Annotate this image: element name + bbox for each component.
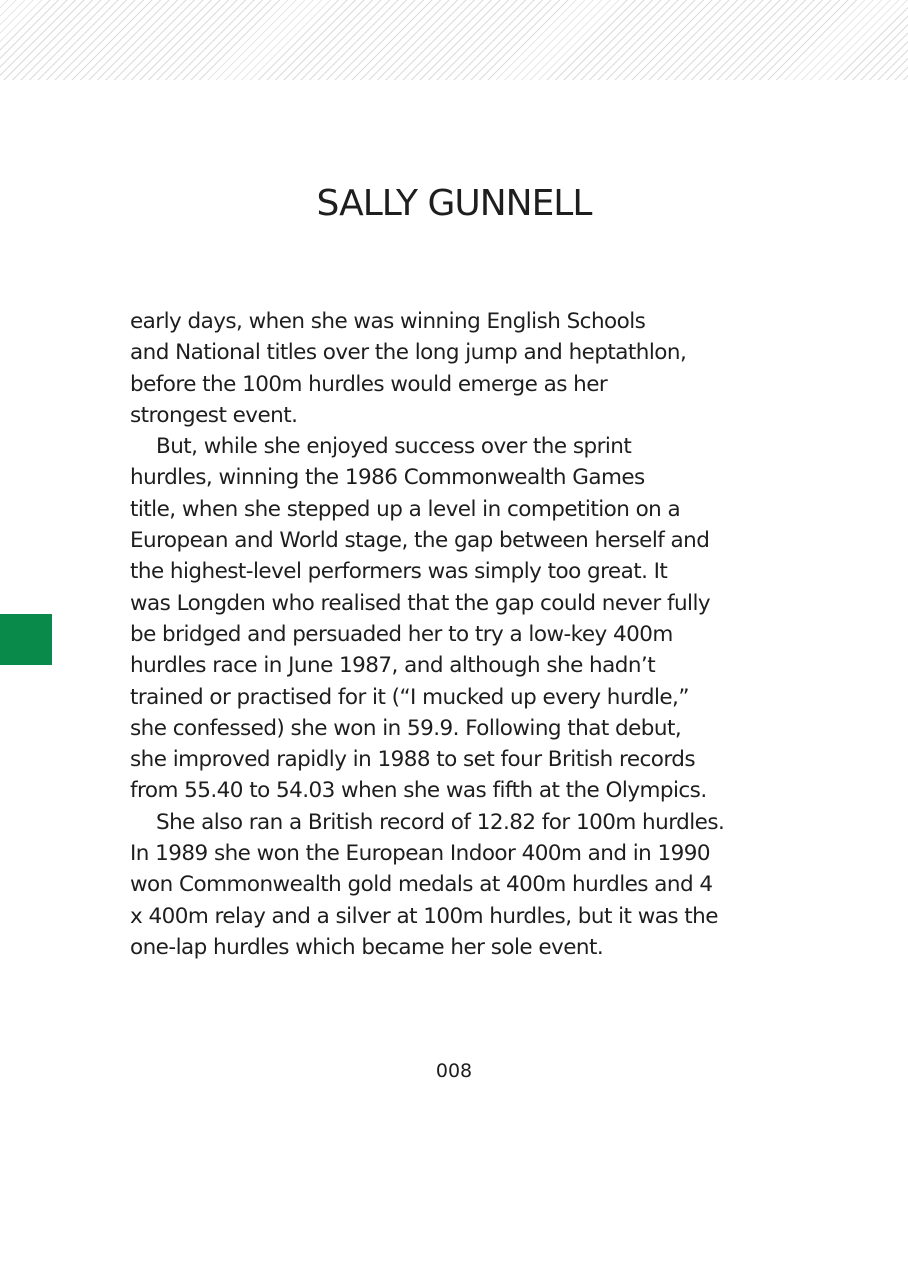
text-line: she improved rapidly in 1988 to set four British records bbox=[130, 747, 696, 773]
text-line: before the 100m hurdles would emerge as her bbox=[130, 371, 608, 397]
text-line: European and World stage, the gap between herself and bbox=[130, 528, 710, 554]
body-text bbox=[130, 306, 790, 963]
text-line: and National titles over the long jump and heptathlon, bbox=[130, 340, 687, 366]
text-line: title, when she stepped up a level in competition on a bbox=[130, 496, 681, 522]
page-number: 008 bbox=[435, 1060, 473, 1082]
text-line: she confessed) she won in 59.9. Following that debut, bbox=[130, 715, 682, 741]
header-hatch-pattern bbox=[0, 0, 908, 80]
text-line: was Longden who realised that the gap could never fully bbox=[130, 590, 711, 616]
text-line: from 55.40 to 54.03 when she was fifth at the Olympics. bbox=[130, 778, 707, 804]
page-title: SALLY GUNNELL bbox=[316, 183, 592, 224]
text-line: one-lap hurdles which became her sole event. bbox=[130, 934, 604, 960]
text-line: the highest-level performers was simply too great. It bbox=[130, 559, 668, 585]
text-line: hurdles, winning the 1986 Commonwealth Games bbox=[130, 465, 645, 491]
text-line: won Commonwealth gold medals at 400m hurdles and 4 bbox=[130, 872, 713, 898]
text-line: hurdles race in June 1987, and although she hadn’t bbox=[130, 653, 656, 679]
text-line: be bridged and persuaded her to try a low-key 400m bbox=[130, 621, 673, 647]
text-line: She also ran a British record of 12.82 for 100m hurdles. bbox=[156, 809, 725, 835]
text-line: trained or practised for it (“I mucked up every hurdle,” bbox=[130, 684, 689, 710]
text-line: early days, when she was winning English Schools bbox=[130, 309, 646, 334]
chapter-tab-marker bbox=[0, 614, 52, 665]
text-line: But, while she enjoyed success over the sprint bbox=[156, 434, 632, 460]
text-line: In 1989 she won the European Indoor 400m and in 1990 bbox=[130, 841, 711, 867]
text-line: x 400m relay and a silver at 100m hurdles, but it was the bbox=[130, 903, 718, 929]
text-line: strongest event. bbox=[130, 402, 298, 428]
